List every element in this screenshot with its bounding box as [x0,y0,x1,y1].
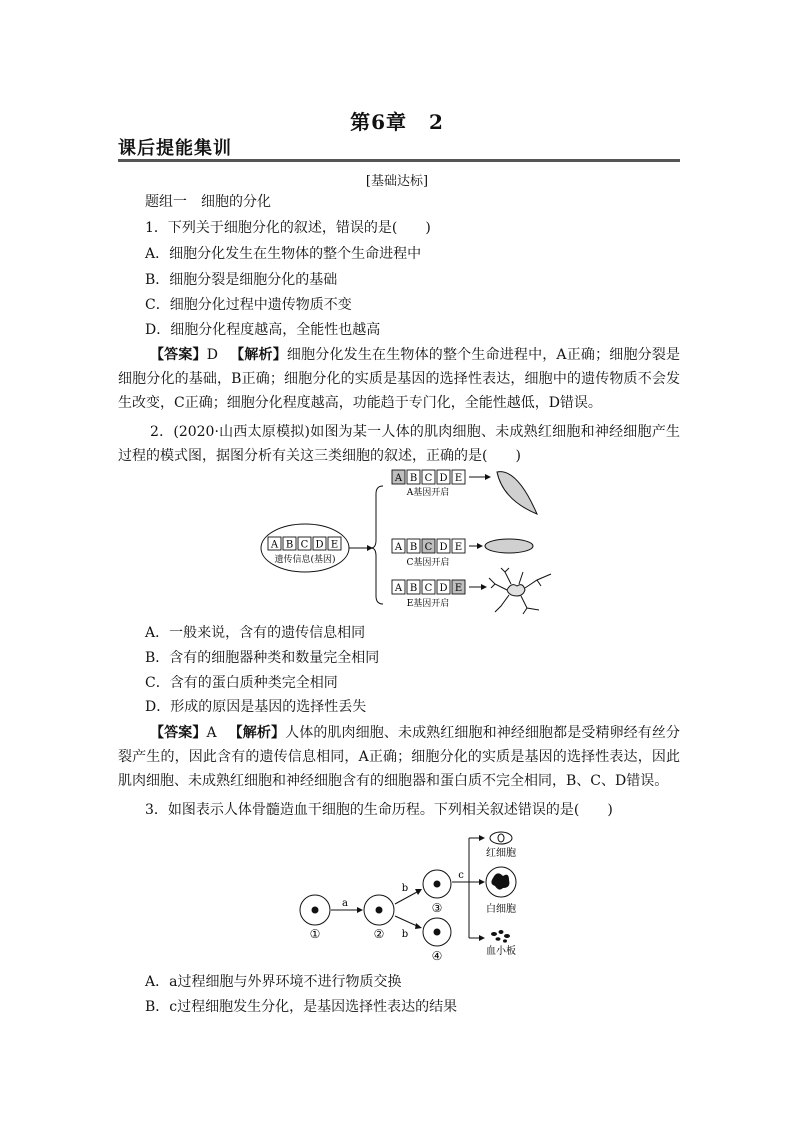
gene-label: D [439,473,448,484]
cell-2-label: ② [373,927,385,941]
cell-3-label: ③ [431,901,443,915]
gene-label: C [424,473,433,484]
page-title [0,106,794,135]
gene-label: E [454,542,463,553]
arrow-a-label: a [342,898,348,909]
q2-option-d: D．形成的原因是基因的选择性丢失 [145,699,367,715]
q1-answer-value: D [206,347,218,363]
q3-option-b: B．c过程细胞发生分化，是基因选择性表达的结果 [145,999,458,1015]
q1-option-b: B．细胞分裂是细胞分化的基础 [145,272,338,288]
gene-label: B [409,473,418,484]
q1-option-a: A．细胞分化发生在生物体的整个生命进程中 [145,246,422,262]
gene-label: A [394,583,403,594]
gene-label: D [439,542,448,553]
muscle-cell-shape [497,472,537,514]
nerve-cell-shape [489,568,551,614]
q2-answer-label: 【答案】 [150,725,207,741]
q2-option-a: A．一般来说，含有的遗传信息相同 [145,625,366,641]
gene-label: A [394,473,403,484]
source-label: 遗传信息(基因) [274,555,336,565]
gene-label: D [439,583,448,594]
red-cell-label: 红细胞 [486,848,516,859]
q1-option-c: C．细胞分化过程中遗传物质不变 [145,297,352,313]
q1-analysis-label: 【解析】 [229,347,287,363]
arrow-b2-label: b [401,929,409,940]
gene-label: B [285,539,294,551]
gene-label: E [454,473,463,484]
section-title: 课后提能集训 [118,138,232,159]
gene-label: C [424,583,433,594]
q1-option-d: D．细胞分化程度越高，全能性也越高 [145,322,381,338]
white-cell-label: 白细胞 [486,904,516,915]
level-label: [基础达标] [365,174,429,189]
q2-answer [118,721,680,793]
source-gene-boxes [268,537,341,551]
gene-label: D [315,539,324,551]
q2-analysis: 人体的肌肉细胞、未成熟红细胞和神经细胞都是受精卵经有丝分裂产生的，因此含有的遗传信息相同，A正确；细胞分化的实质是基因的选择性表达，因此肌肉细胞、未成熟红细胞和神经细胞含有的细胞器和蛋白质不完全相同，B、C、D错误。 [118,725,681,789]
row-c-gene-boxes [392,539,465,553]
q1-answer [118,343,680,415]
gene-label: C [424,542,433,553]
q2-option-c: C．含有的蛋白质种类完全相同 [145,675,338,691]
q2-option-b: B．含有的细胞器种类和数量完全相同 [145,650,380,666]
q1-analysis: 细胞分化发生在生物体的整个生命进程中，A正确；细胞分裂是细胞分化的基础，B正确；细胞分化的实质是基因的选择性表达，细胞中的遗传物质不会发生改变，C正确；细胞分化程度越高，功能趋于专门化，全能性越低，D错误。 [118,347,681,411]
red-cell-shape [485,539,533,553]
q2-answer-value: A [206,725,217,741]
q3-figure [295,826,535,966]
arrow-c-label: c [458,870,464,881]
q3-stem: 3．如图表示人体骨髓造血干细胞的生命历程。下列相关叙述错误的是( ) [145,802,613,818]
gene-label: B [409,583,418,594]
row-a-gene-boxes [392,470,465,484]
cell-1-label: ① [309,927,321,941]
gene-label: E [330,539,339,551]
row-a-label: A基因开启 [406,488,450,498]
row-c-label: C基因开启 [406,558,450,568]
row-e-label: E基因开启 [406,599,450,609]
platelet-label: 血小板 [486,946,516,957]
q1-stem: 1．下列关于细胞分化的叙述，错误的是( ) [145,220,431,236]
chapter-label: 第6章 [350,110,407,134]
q3-option-a: A．a过程细胞与外界环境不进行物质交换 [145,974,402,990]
gene-label: C [300,539,309,551]
gene-label: A [394,542,403,553]
gene-label: E [454,583,463,594]
header-rule [118,159,680,162]
cell-4-label: ④ [431,949,443,963]
brace [371,486,383,604]
q2-analysis-label: 【解析】 [228,725,286,741]
gene-label: A [270,539,279,551]
arrow-b1-label: b [401,883,409,894]
row-e-gene-boxes [392,580,465,594]
chapter-number: 2 [429,110,444,134]
group-title: 题组一 细胞的分化 [145,194,271,210]
gene-label: B [409,542,418,553]
platelets-shape [491,930,510,943]
q1-answer-label: 【答案】 [150,347,207,363]
q2-stem: 2．(2020·山西太原模拟)如图为某一人体的肌肉细胞、未成熟红细胞和神经细胞产生过程的模式图，据图分析有关这三类细胞的叙述，正确的是( ) [118,424,680,464]
q2-figure [255,462,555,617]
